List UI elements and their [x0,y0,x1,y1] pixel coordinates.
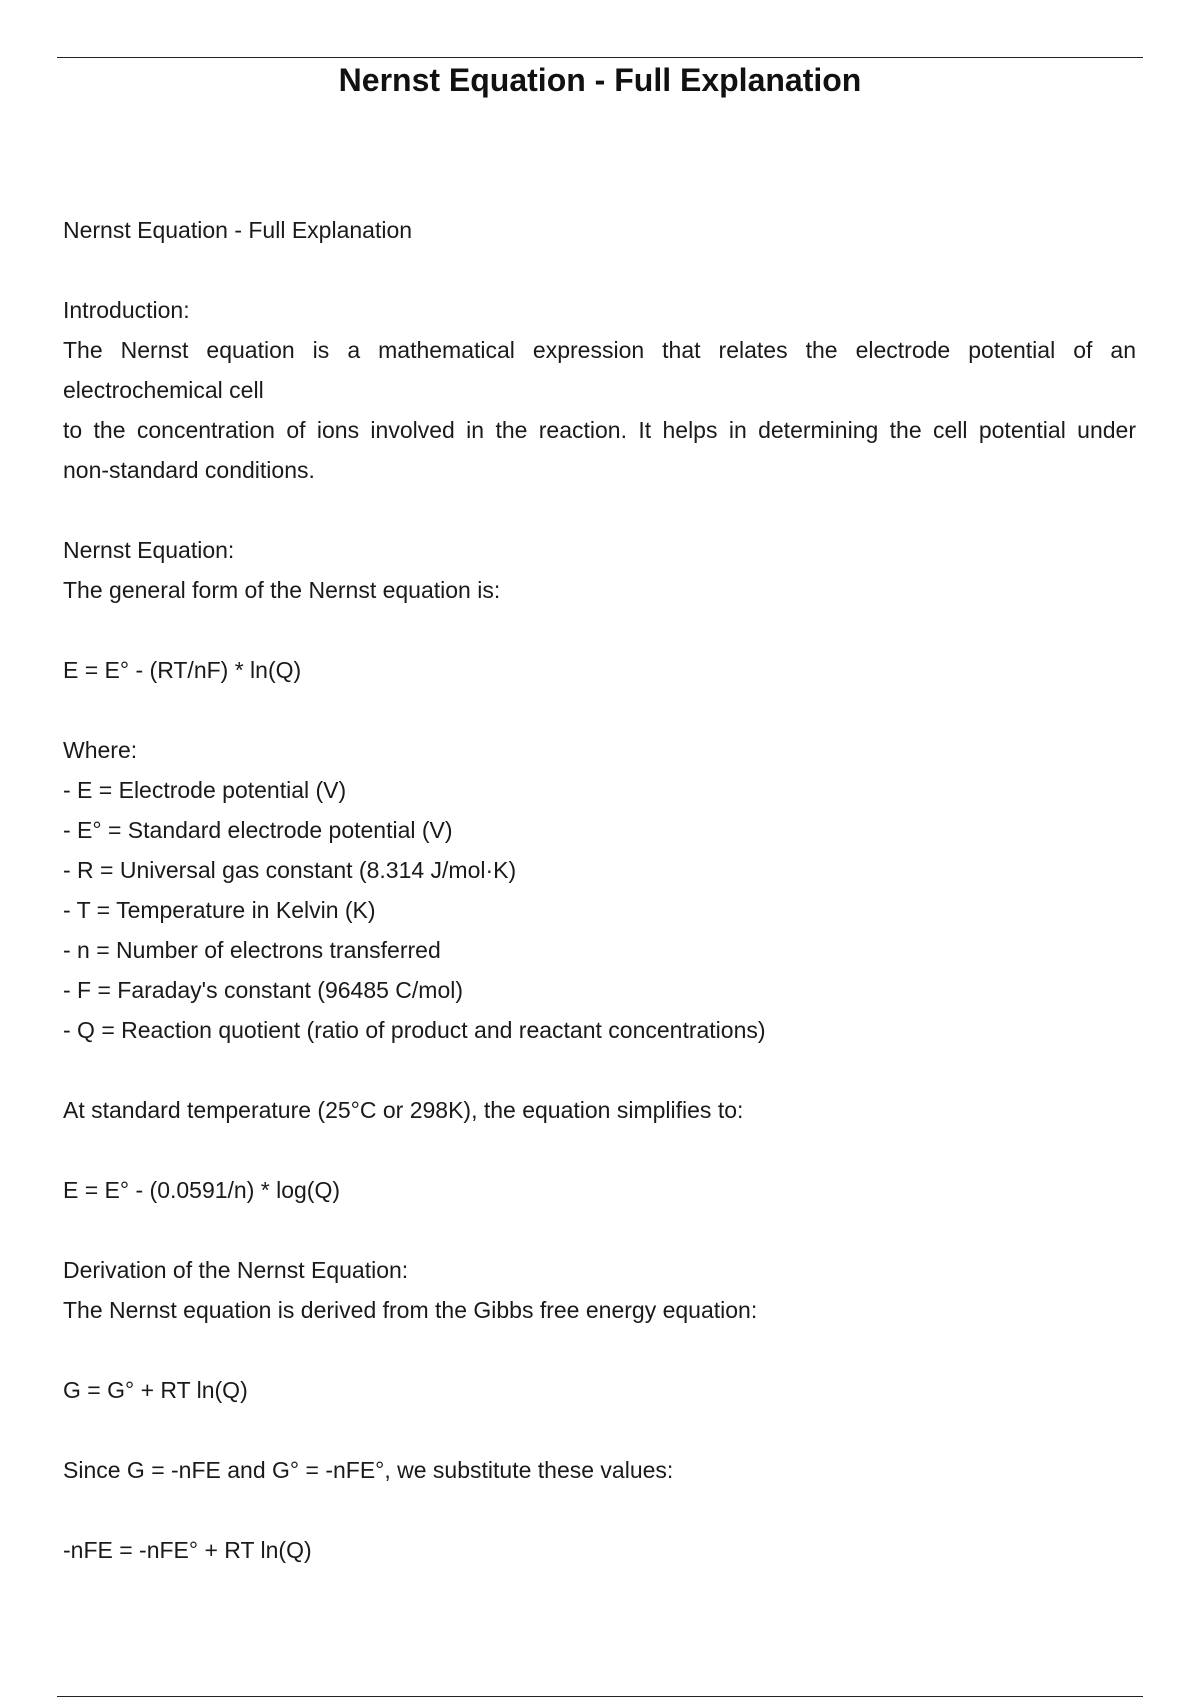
spacer [63,1410,1136,1450]
spacer [63,690,1136,730]
spacer [63,1050,1136,1090]
spacer [63,490,1136,530]
definition-item: - n = Number of electrons transferred [63,937,441,963]
definition-item: - E° = Standard electrode potential (V) [63,817,453,843]
standard-temperature-text: At standard temperature (25°C or 298K), the equation simplifies to: [63,1097,744,1123]
document-subtitle: Nernst Equation - Full Explanation [63,217,413,243]
definition-item: - R = Universal gas constant (8.314 J/mol·K) [63,857,517,883]
page-title: Nernst Equation - Full Explanation [338,62,862,98]
spacer [63,1490,1136,1530]
where-label: Where: [63,737,138,763]
introduction-text-line: to the concentration of ions involved in the reaction. It helps in determining the cell potential under [63,417,1136,443]
spacer [63,1210,1136,1250]
introduction-text-line: non-standard conditions. [63,457,315,483]
bottom-divider [57,1696,1143,1697]
substituted-formula: -nFE = -nFE° + RT ln(Q) [63,1537,312,1563]
definition-item: - E = Electrode potential (V) [63,777,347,803]
introduction-text-line: electrochemical cell [63,377,264,403]
derivation-intro: The Nernst equation is derived from the Gibbs free energy equation: [63,1297,758,1323]
gibbs-formula: G = G° + RT ln(Q) [63,1377,248,1403]
simplified-formula: E = E° - (0.0591/n) * log(Q) [63,1177,341,1203]
introduction-text-line: The Nernst equation is a mathematical expression that relates the electrode potential of an [63,337,1136,363]
definition-item: - F = Faraday's constant (96485 C/mol) [63,977,464,1003]
document-body [63,210,1136,1570]
introduction-heading: Introduction: [63,297,190,323]
spacer [63,250,1136,290]
definition-item: - Q = Reaction quotient (ratio of product and reactant concentrations) [63,1017,766,1043]
derivation-heading: Derivation of the Nernst Equation: [63,1257,409,1283]
top-divider [57,57,1143,58]
nernst-formula: E = E° - (RT/nF) * ln(Q) [63,657,302,683]
substitution-text: Since G = -nFE and G° = -nFE°, we substitute these values: [63,1457,674,1483]
spacer [63,1330,1136,1370]
spacer [63,610,1136,650]
nernst-equation-heading: Nernst Equation: [63,537,235,563]
spacer [63,1130,1136,1170]
definition-item: - T = Temperature in Kelvin (K) [63,897,376,923]
nernst-equation-intro: The general form of the Nernst equation is: [63,577,501,603]
